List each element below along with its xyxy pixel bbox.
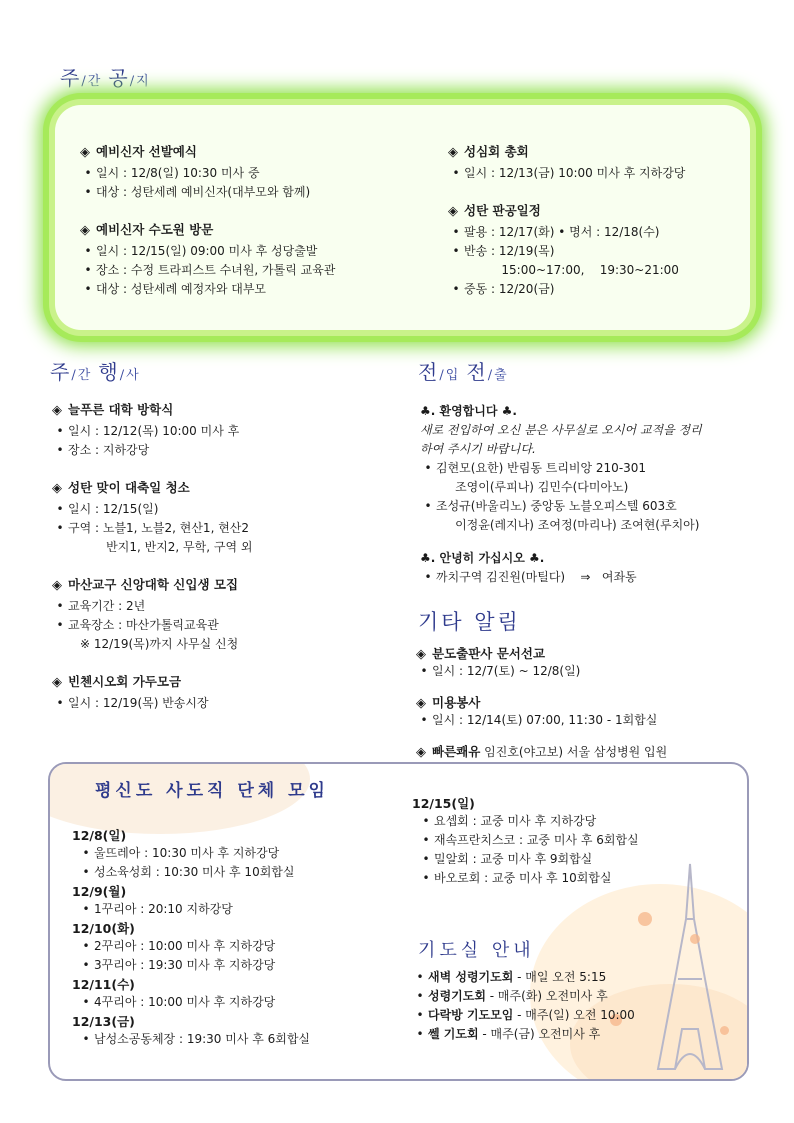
weekly-events-title: 주/간 행/사	[50, 360, 141, 384]
list-item: • 일시 : 12/7(토) ~ 12/8(일)	[416, 662, 667, 681]
list-item: • 장소 : 수정 트라피스트 수녀원, 가톨릭 교육관	[80, 261, 335, 280]
list-item: • 일시 : 12/15(일) 09:00 미사 후 성당출발	[80, 242, 335, 261]
list-item: • 대상 : 성탄세례 예비신자(대부모와 함께)	[80, 183, 335, 202]
diamond-icon: ◈	[80, 223, 90, 238]
transfers-title: 전/입 전/출	[418, 360, 509, 384]
list-item: • 일시 : 12/15(일)	[52, 500, 252, 519]
welcome-text: 새로 전입하여 오신 분은 사무실로 오시어 교적을 정리	[420, 423, 702, 437]
list-item: • 요셉회 : 교중 미사 후 지하강당	[412, 812, 639, 831]
event-heading: ◈ 성탄 맞이 대축일 청소	[52, 480, 190, 496]
dot-icon: •	[82, 865, 90, 879]
farewell-heading: ♣. 안녕히 가십시오 ♣.	[420, 551, 545, 565]
flower-icon	[638, 912, 652, 926]
dot-icon: •	[56, 443, 64, 457]
list-item: ※ 12/19(목)까지 사무실 신청	[80, 637, 239, 651]
list-item: • 교육기간 : 2년	[52, 597, 252, 616]
notice-heading: ◈ 성탄 판공일정	[448, 203, 541, 219]
dot-icon: •	[424, 461, 432, 475]
list-item: • 밀알회 : 교중 미사 후 9회합실	[412, 850, 639, 869]
dot-icon: •	[452, 282, 460, 296]
list-item: 이정윤(레지나) 조여정(마리나) 조여현(루치아)	[436, 518, 700, 532]
dot-icon: •	[84, 282, 92, 296]
notice-heading: ◈ 예비신자 수도원 방문	[80, 222, 214, 238]
diamond-icon: ◈	[448, 204, 458, 219]
prayer-item: • 새벽 성령기도회 - 매일 오전 5:15	[412, 968, 635, 987]
list-item: • 일시 : 12/19(목) 반송시장	[52, 694, 252, 713]
list-item: • 김현모(요한) 반림동 트리비앙 210-301	[420, 459, 702, 478]
list-item: • 까치구역 김진원(마틸다) ⇒ 여좌동	[420, 568, 702, 587]
dot-icon: •	[420, 664, 428, 678]
dot-icon: •	[82, 958, 90, 972]
dot-icon: •	[56, 618, 64, 632]
prayer-room-list	[412, 968, 635, 1044]
notice-heading: ◈ 성심회 총회	[448, 144, 529, 160]
dot-icon: •	[416, 970, 424, 984]
list-item: • 일시 : 12/12(목) 10:00 미사 후	[52, 422, 252, 441]
day-heading: 12/10(화)	[72, 921, 135, 936]
dot-icon: •	[56, 502, 64, 516]
day-heading: 12/15(일)	[412, 796, 475, 811]
dot-icon: •	[82, 939, 90, 953]
diamond-icon: ◈	[448, 145, 458, 160]
diamond-icon: ◈	[416, 647, 426, 662]
lay-groups-title: 평신도 사도직 단체 모임	[95, 781, 329, 801]
list-item: • 중동 : 12/20(금)	[448, 280, 685, 299]
dot-icon: •	[416, 1008, 424, 1022]
day-heading: 12/8(일)	[72, 828, 127, 843]
dot-icon: •	[422, 871, 430, 885]
dot-icon: •	[82, 995, 90, 1009]
list-item: 반지1, 반지2, 무학, 구역 외	[68, 540, 253, 554]
dot-icon: •	[82, 1032, 90, 1046]
notice-heading: ◈ 예비신자 선발예식	[80, 144, 197, 160]
event-heading: ◈ 늘푸른 대학 방학식	[52, 402, 174, 418]
list-item: • 일시 : 12/13(금) 10:00 미사 후 지하강당	[448, 164, 685, 183]
dot-icon: •	[452, 166, 460, 180]
dot-icon: •	[452, 225, 460, 239]
dot-icon: •	[84, 263, 92, 277]
dot-icon: •	[422, 814, 430, 828]
list-item: • 장소 : 지하강당	[52, 441, 252, 460]
diamond-icon: ◈	[52, 481, 62, 496]
other-notice-title: 기타 알림	[418, 610, 521, 634]
dot-icon: •	[56, 696, 64, 710]
list-item: • 재속프란치스코 : 교중 미사 후 6회합실	[412, 831, 639, 850]
prayer-item: • 다락방 기도모임 - 매주(일) 오전 10:00	[412, 1006, 635, 1025]
notice-right-column	[448, 142, 685, 299]
dot-icon: •	[84, 244, 92, 258]
prayer-item: • 쎌 기도회 - 매주(금) 오전미사 후	[412, 1025, 635, 1044]
flower-icon	[690, 934, 700, 944]
diamond-icon: ◈	[52, 578, 62, 593]
weekly-events-list	[52, 400, 252, 713]
list-item: • 남성소공동체장 : 19:30 미사 후 6회합실	[72, 1030, 310, 1049]
list-item: 15:00~17:00, 19:30~21:00	[448, 263, 679, 277]
list-item: • 대상 : 성탄세례 예정자와 대부모	[80, 280, 335, 299]
welcome-heading: ♣. 환영합니다 ♣.	[420, 404, 517, 418]
diamond-icon: ◈	[416, 696, 426, 711]
transfers-content	[420, 402, 702, 587]
welcome-text: 하여 주시기 바랍니다.	[420, 442, 536, 456]
dot-icon: •	[416, 989, 424, 1003]
list-item: • 조성규(바울리노) 중앙동 노블오피스텔 603호	[420, 497, 702, 516]
prayer-room-title: 기도실 안내	[418, 940, 535, 961]
dot-icon: •	[422, 833, 430, 847]
list-item: • 3꾸리아 : 19:30 미사 후 지하강당	[72, 956, 310, 975]
notice-left-column	[80, 142, 335, 299]
list-item: • 4꾸리아 : 10:00 미사 후 지하강당	[72, 993, 310, 1012]
lay-groups-right	[412, 794, 639, 888]
list-item: 조영이(루피나) 김민수(다미아노)	[436, 480, 629, 494]
dot-icon: •	[424, 499, 432, 513]
dot-icon: •	[56, 424, 64, 438]
list-item: • 구역 : 노블1, 노블2, 현산1, 현산2	[52, 519, 252, 538]
list-item: • 울뜨레아 : 10:30 미사 후 지하강당	[72, 844, 310, 863]
other-heading: ◈ 분도출판사 문서선교	[416, 646, 546, 662]
list-item: • 일시 : 12/8(일) 10:30 미사 중	[80, 164, 335, 183]
list-item: • 바오로회 : 교중 미사 후 10회합실	[412, 869, 639, 888]
flower-icon	[720, 1026, 729, 1035]
weekly-notice-title: 주/간 공/지	[60, 66, 151, 90]
dot-icon: •	[452, 244, 460, 258]
list-item: • 성소육성회 : 10:30 미사 후 10회합실	[72, 863, 310, 882]
dot-icon: •	[84, 166, 92, 180]
dot-icon: •	[82, 846, 90, 860]
dot-icon: •	[82, 902, 90, 916]
list-item: • 2꾸리아 : 10:00 미사 후 지하강당	[72, 937, 310, 956]
prayer-item: • 성령기도회 - 매주(화) 오전미사 후	[412, 987, 635, 1006]
day-heading: 12/13(금)	[72, 1014, 135, 1029]
diamond-icon: ◈	[80, 145, 90, 160]
dot-icon: •	[424, 570, 432, 584]
tower-illustration	[650, 859, 730, 1074]
day-heading: 12/9(월)	[72, 884, 127, 899]
other-notice-content	[416, 644, 667, 760]
dot-icon: •	[56, 599, 64, 613]
day-heading: 12/11(수)	[72, 977, 135, 992]
dot-icon: •	[84, 185, 92, 199]
event-heading: ◈ 빈첸시오회 가두모금	[52, 674, 182, 690]
list-item: • 교육장소 : 마산가톨릭교육관	[52, 616, 252, 635]
other-heading: ◈ 미용봉사	[416, 695, 481, 711]
recovery-line: ◈ 빠른쾌유 임진호(야고보) 서울 삼성병원 입원	[416, 744, 668, 760]
diamond-icon: ◈	[416, 745, 426, 760]
lay-groups-left	[72, 826, 310, 1049]
dot-icon: •	[56, 521, 64, 535]
dot-icon: •	[422, 852, 430, 866]
event-heading: ◈ 마산교구 신앙대학 신입생 모집	[52, 577, 239, 593]
diamond-icon: ◈	[52, 675, 62, 690]
list-item: • 반송 : 12/19(목)	[448, 242, 685, 261]
list-item: • 1꾸리아 : 20:10 지하강당	[72, 900, 310, 919]
dot-icon: •	[416, 1027, 424, 1041]
dot-icon: •	[420, 713, 428, 727]
diamond-icon: ◈	[52, 403, 62, 418]
list-item: • 일시 : 12/14(토) 07:00, 11:30 - 1회합실	[416, 711, 667, 730]
list-item: • 팔용 : 12/17(화) • 명서 : 12/18(수)	[448, 223, 685, 242]
